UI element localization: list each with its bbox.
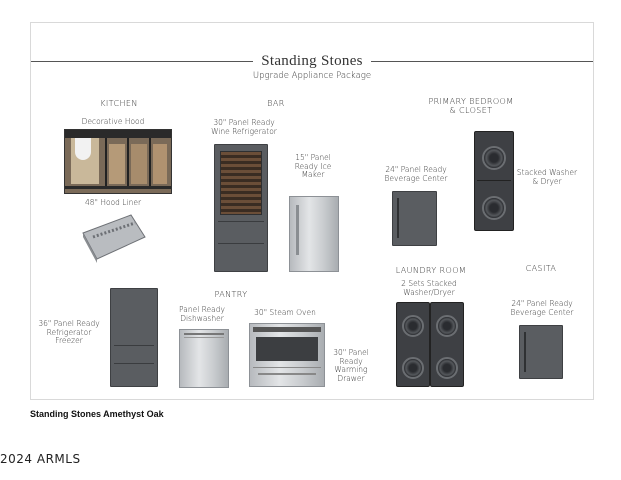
laundry-stack-1-image (396, 302, 430, 387)
label-refrigerator-freezer: 36" Panel Ready Refrigerator Freezer (38, 319, 100, 346)
label-ice-maker: 15" Panel Ready Ice Maker (294, 153, 332, 180)
label-warming-drawer: 30" Panel Ready Warming Drawer (333, 348, 369, 383)
steam-oven-warming-drawer-image (249, 323, 325, 387)
section-casita: CASITA (525, 264, 557, 273)
ice-maker-image (289, 196, 339, 272)
decorative-hood-image (64, 129, 172, 194)
label-stacked-washer-dryer: Stacked Washer & Dryer (516, 168, 578, 186)
label-decorative-hood: Decorative Hood (81, 117, 145, 126)
wine-refrigerator-image (214, 144, 268, 272)
title-rule-right (371, 61, 593, 62)
label-beverage-center-primary: 24" Panel Ready Beverage Center (384, 165, 448, 183)
section-bar: BAR (267, 99, 285, 108)
label-beverage-center-casita: 24" Panel Ready Beverage Center (510, 299, 574, 317)
board-subtitle: Upgrade Appliance Package (252, 71, 372, 81)
copyright-watermark: 2024 ARMLS (0, 452, 81, 466)
caption: Standing Stones Amethyst Oak (30, 409, 164, 419)
beverage-center-primary-image (392, 191, 437, 246)
laundry-stack-2-image (430, 302, 464, 387)
label-laundry-sets: 2 Sets Stacked Washer/Dryer (401, 279, 457, 297)
section-kitchen: KITCHEN (100, 99, 138, 108)
section-pantry: PANTRY (214, 290, 248, 299)
section-laundry: LAUNDRY ROOM (395, 266, 467, 275)
board-title: Standing Stones (261, 53, 363, 69)
beverage-center-casita-image (519, 325, 563, 379)
stacked-washer-dryer-primary-image (474, 131, 514, 231)
refrigerator-freezer-image (110, 288, 158, 387)
label-steam-oven: 30" Steam Oven (254, 308, 316, 317)
label-hood-liner: 48" Hood Liner (84, 198, 142, 207)
section-primary-bedroom: PRIMARY BEDROOM & CLOSET (428, 97, 514, 116)
hood-liner-image (79, 211, 147, 263)
dishwasher-image (179, 329, 229, 388)
appliance-board (30, 22, 594, 400)
title-rule-left (31, 61, 253, 62)
label-dishwasher: Panel Ready Dishwasher (179, 305, 225, 323)
label-wine-refrigerator: 30" Panel Ready Wine Refrigerator (211, 118, 277, 136)
